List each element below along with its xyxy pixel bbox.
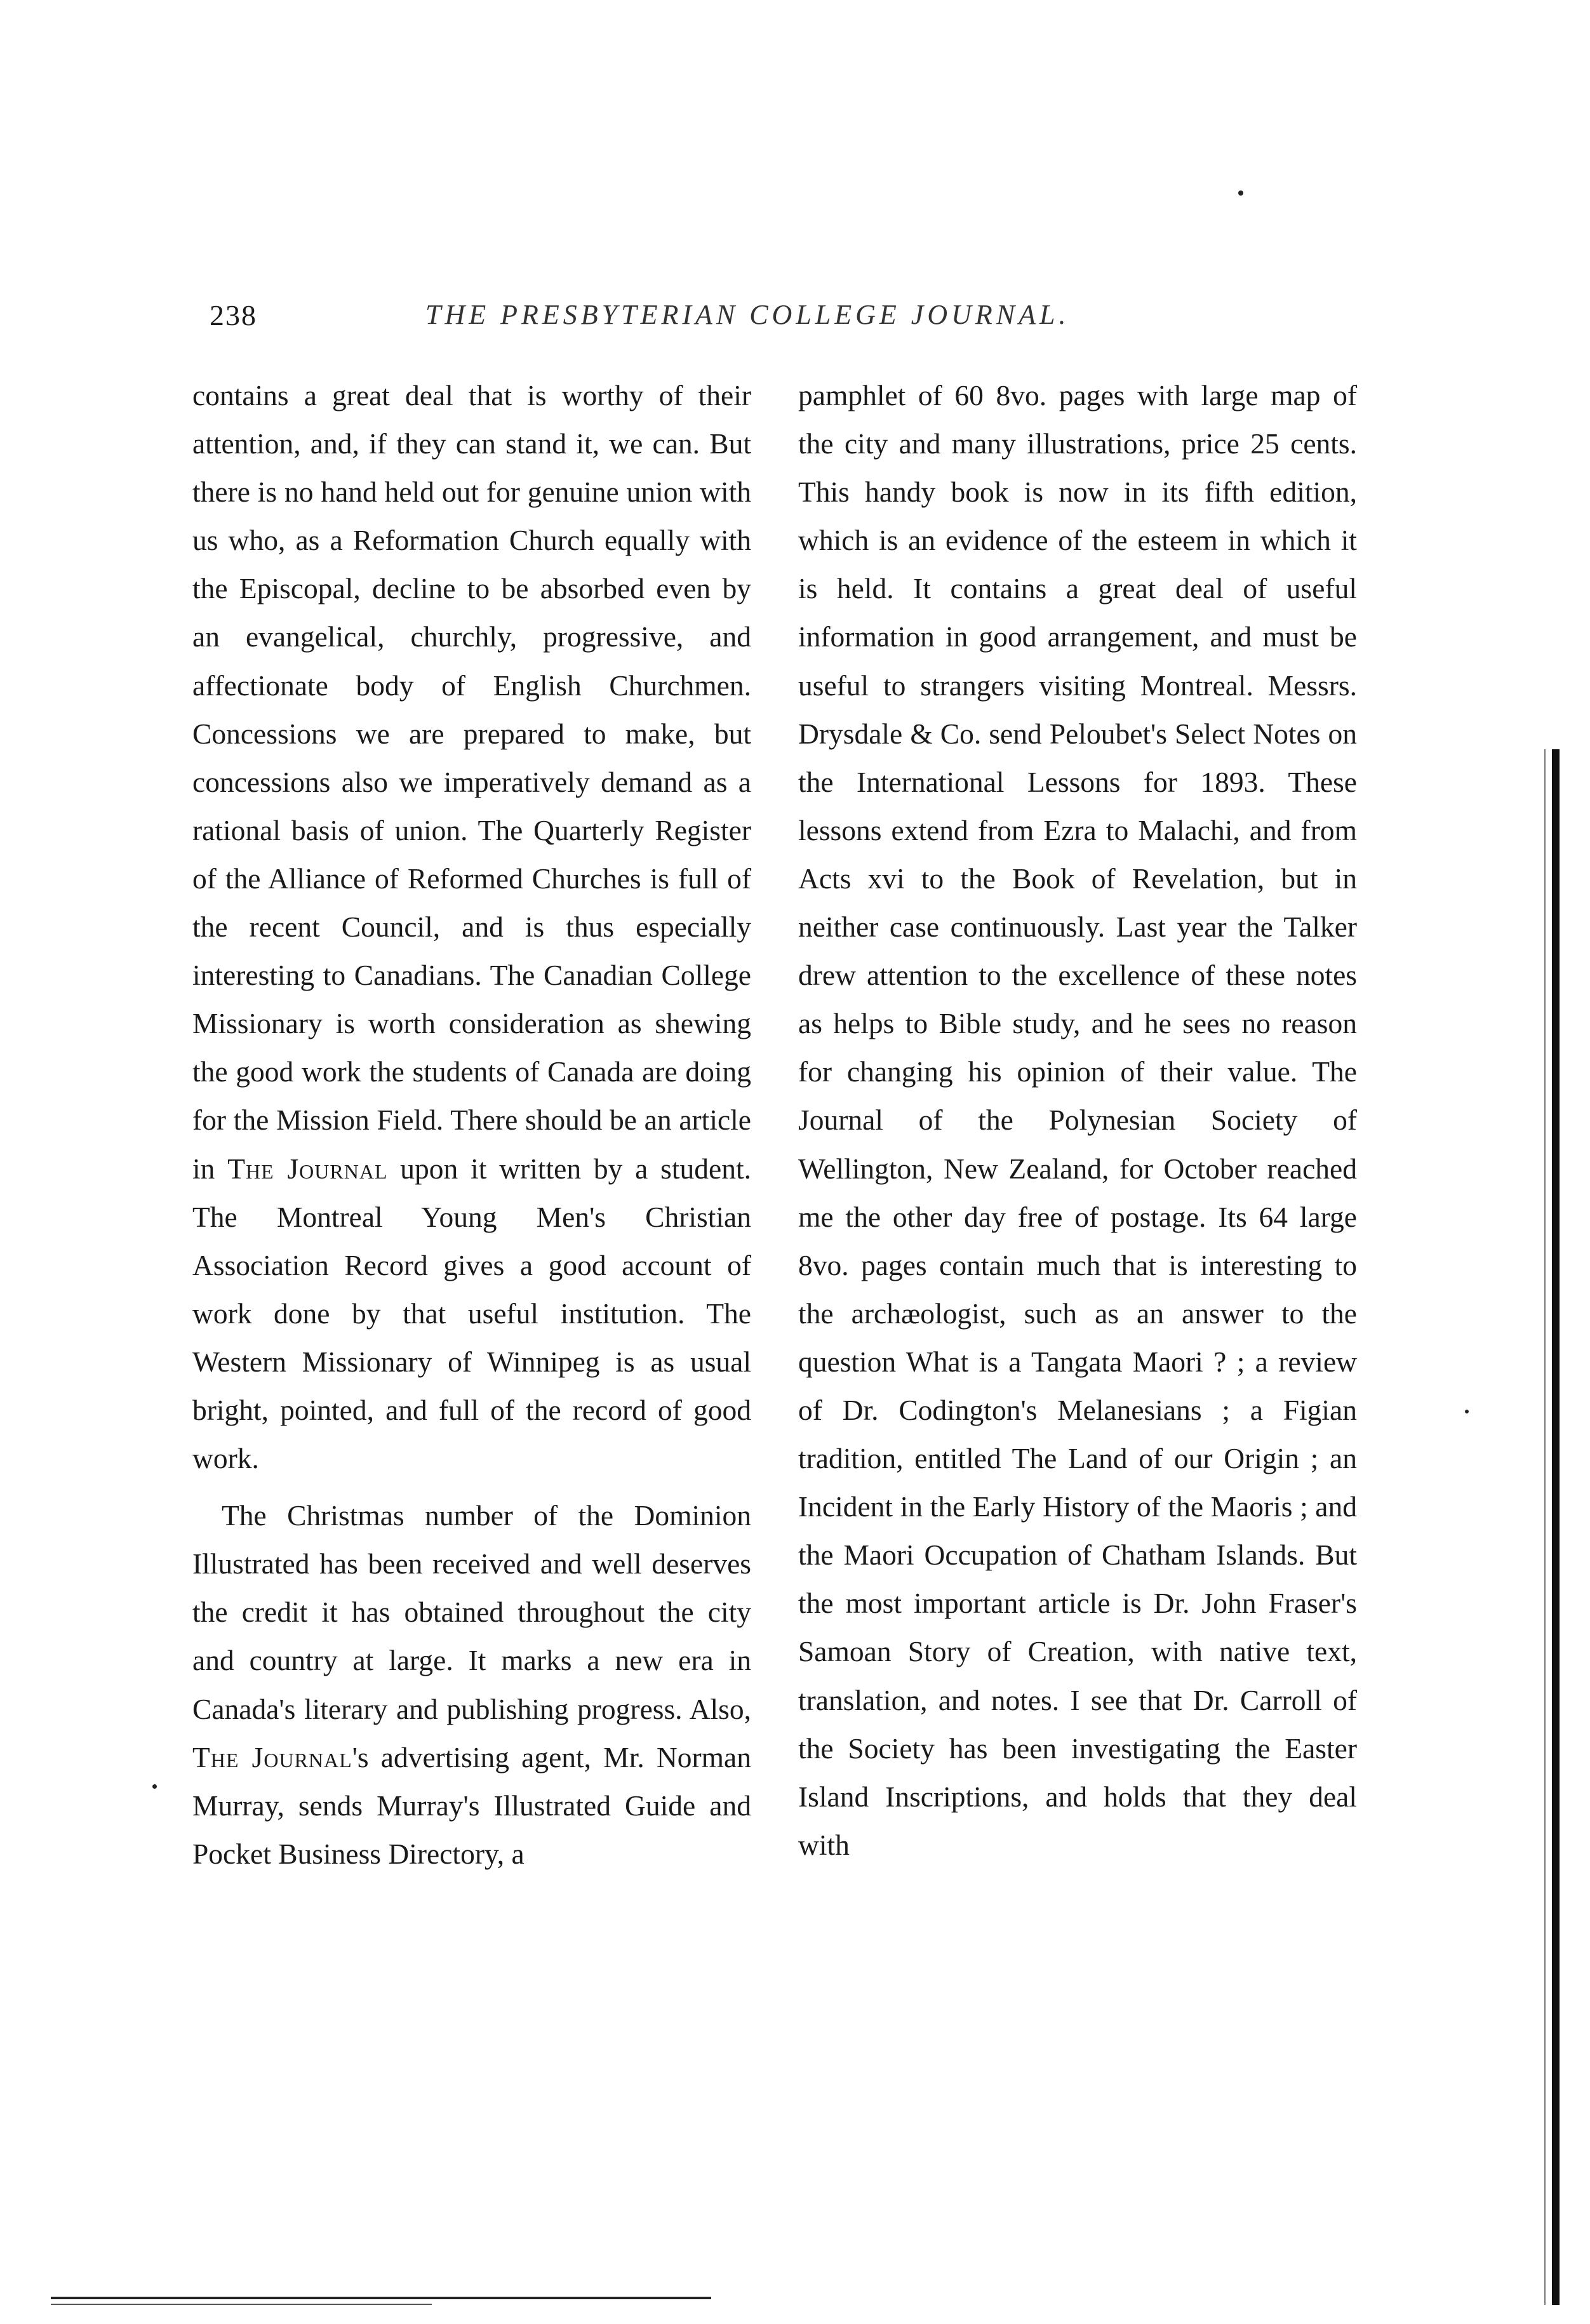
- right-column: [798, 371, 1357, 2226]
- left-paragraph-1-text: contains a great deal that is worthy of their attention, and, if they can stand it, we can. But there is no hand held out for genuine union with us who, as a Reformation Church equally with the Episcopal, decline to be absorbed even by an evangelical, churchly, progressive, and affectionate body of English Churchmen. Concessions we are prepared to make, but concessions also we imperatively demand as a rational basis of union. The Quarterly Register of the Alliance of Reformed Churches is full of the recent Council, and is thus especially interesting to Canadians. The Canadian College Missionary is worth consideration as shewing the good work the students of Canada are doing for the Mission Field. There should be an article in: [192, 379, 751, 1185]
- journal-name-smallcaps: The Journal: [227, 1152, 388, 1185]
- scan-speck: [1238, 190, 1243, 196]
- left-column: [192, 371, 751, 2226]
- scan-speck: [1465, 1410, 1469, 1413]
- bottom-scan-rule: [51, 2297, 711, 2299]
- left-paragraph-2-end: 's advertising agent, Mr. Norman Murray, sends Murray's Illustrated Guide and Pocket Business Directory, a: [192, 1740, 752, 1870]
- left-paragraph-1: [192, 371, 751, 1483]
- journal-name-smallcaps: The Journal: [192, 1740, 352, 1773]
- margin-scan-line: [1544, 749, 1546, 2305]
- journal-title: THE PRESBYTERIAN COLLEGE JOURNAL.: [425, 299, 1070, 330]
- right-paragraph-1: pamphlet of 60 8vo. pages with large map of the city and many illustrations, price 25 cents. This handy book is now in its fifth edition, which is an evidence of the esteem in which it is held. It contains a great deal of useful information in good arrangement, and must be useful to strangers visiting Montreal. Messrs. Drysdale & Co. send Peloubet's Select Notes on the International Lessons for 1893. These lessons extend from Ezra to Malachi, and from Acts xvi to the Book of Revelation, but in neither case continuously. Last year the Talker drew attention to the excellence of these notes as helps to Bible study, and he sees no reason for changing his opinion of their value. The Journal of the Polynesian Society of Wellington, New Zealand, for October reached me the other day free of postage. Its 64 large 8vo. pages contain much that is interesting to the archæologist, such as an answer to the question What is a Tangata Maori ? ; a review of Dr. Codington's Melanesians ; a Figian tradition, entitled The Land of our Origin ; an Incident in the Early History of the Maoris ; and the Maori Occupation of Chatham Islands. But the most important article is Dr. John Fraser's Samoan Story of Creation, with native text, translation, and notes. I see that Dr. Carroll of the Society has been investigating the Easter Island Inscriptions, and holds that they deal with: [798, 379, 1357, 1861]
- left-paragraph-1-end: upon it written by a student. The Montreal Young Men's Christian Association Record gives a good account of work done by that useful institution. The Western Missionary of Winnipeg is as usual bright, pointed, and full of the record of good work.: [192, 1152, 751, 1475]
- left-paragraph-2: [192, 1492, 751, 1878]
- running-head: [210, 298, 1397, 343]
- scan-speck: [152, 1784, 157, 1789]
- page-number: 238: [210, 299, 257, 331]
- bottom-scan-rule: [51, 2304, 432, 2305]
- left-paragraph-2-text: The Christmas number of the Dominion Illustrated has been received and well deserves the credit it has obtained throughout the city and country at large. It marks a new era in Canada's literary and publishing progress. Also,: [192, 1499, 751, 1725]
- margin-scan-edge: [1552, 749, 1560, 2305]
